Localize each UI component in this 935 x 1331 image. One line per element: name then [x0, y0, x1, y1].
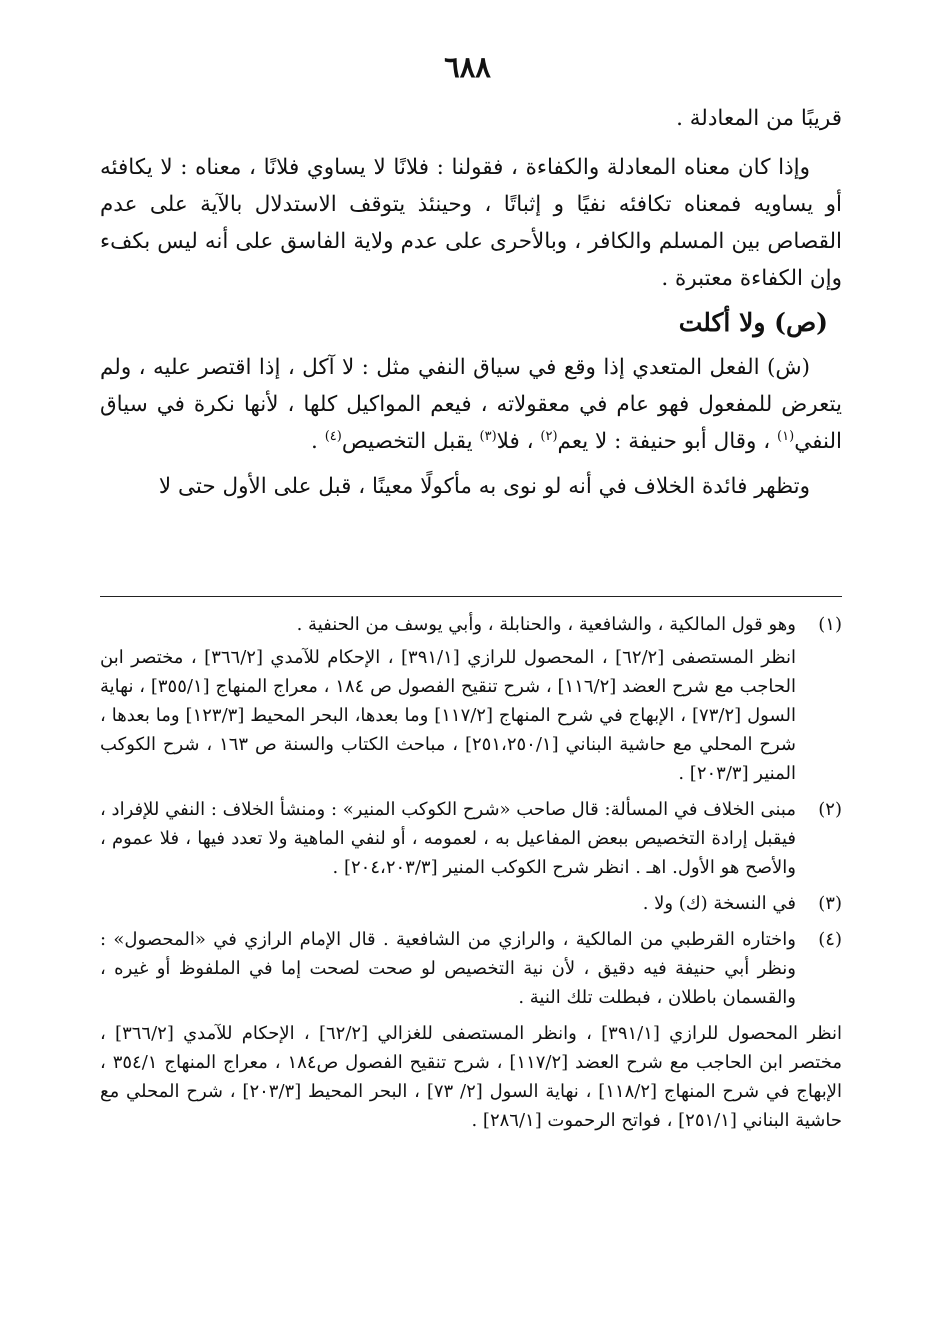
paragraph-3-text-5: . — [311, 429, 318, 454]
footnote-4 — [100, 925, 842, 1012]
footnotes — [100, 610, 842, 1135]
footnote-number: (٣) — [818, 893, 842, 914]
footnote-text: مبنى الخلاف في المسألة: قال صاحب «شرح الكوكب المنير» : ومنشأ الخلاف : النفي للإفراد ، فيقبل إرادة التخصيص ببعض المفاعيل به ، لعمومه ، أو لنفي الماهية ولا تعدد فيها ، فلا عموم ، والأصح هو الأول. اهـ . انظر شرح الكوكب المنير [٢٠٤،٢٠٣/٣] . — [100, 799, 796, 878]
paragraph-3-text-1: (ش) الفعل المتعدي إذا وقع في سياق النفي مثل : لا آكل ، إذا اقتصر عليه ، ولم يتعرض للمفعول فهو عام في معقولاته ، فيعم المواكيل كلها ، لأنها نكرة في سياق النفي — [100, 355, 842, 454]
paragraph-4: وتظهر فائدة الخلاف في أنه لو نوى به مأكولًا معينًا ، قبل على الأول حتى لا — [158, 474, 810, 499]
footnote-body — [100, 889, 796, 918]
footnote-number: (١) — [818, 614, 842, 635]
footnote-ref-3[interactable]: (٣) — [479, 428, 497, 444]
paragraph-2: وإذا كان معناه المعادلة والكفاءة ، فقولنا : فلانًا لا يساوي فلانًا ، معناه : لا يكافئه أو يساويه فمعناه تكافئه نفيًا و إثباتًا ، وحينئذ يتوقف الاستدلال بالآية على عدم القصاص بين المسلم والكافر ، وبالأحرى على عدم ولاية الفاسق على أنه ليس بكفء وإن الكفاءة معتبرة . — [100, 155, 842, 291]
paragraph-3-text-4: يقبل التخصيص — [341, 429, 473, 454]
paragraph-1: قريبًا من المعادلة . — [676, 106, 842, 131]
footnote-text: في النسخة (ك) ولا . — [642, 893, 796, 914]
footnote-4-references: انظر المحصول للرازي [٣٩١/١] ، وانظر المستصفى للغزالي [٦٢/٢] ، الإحكام للآمدي [٣٦٦/٢] ، مختصر ابن الحاجب مع شرح العضد [١١٧/٢] ، شرح تنقيح الفصول ص١٨٤ ، معراج المنهاج ٣٥٤/١ ، الإبهاج في شرح المنهاج [١١٨/٢] ، نهاية السول [٢/ ٧٣] ، البحر المحيط [٢٠٣/٣] ، شرح المحلي مع حاشية البناني [٢٥١/١] ، فواتح الرحموت [٢٨٦/١] . — [100, 1023, 842, 1131]
footnote-divider — [100, 596, 842, 597]
section-heading: (ص) ولا أكلت — [678, 308, 828, 337]
footnote-3 — [100, 889, 842, 918]
footnote-number: (٢) — [818, 799, 842, 820]
footnote-references: انظر المستصفى [٦٢/٢] ، المحصول للرازي [٣٩١/١] ، الإحكام للآمدي [٣٦٦/٢] ، مختصر ابن الحاجب مع شرح العضد [١١٦/٢] ، شرح تنقيح الفصول ص ١٨٤ ، معراج المنهاج [٣٥٥/١] ، نهاية السول [٧٣/٢] ، الإبهاج في شرح المنهاج [١١٧/٢] وما بعدها، البحر المحيط [١٢٣/٣] وما بعدها ، شرح المحلي مع حاشية البناني [٢٥١،٢٥٠/١] ، مباحث الكتاب والسنة ص ١٦٣ ، شرح الكوكب المنير [٢٠٣/٣] . — [100, 647, 796, 784]
paragraph-3-text-3: ، فلا — [496, 429, 534, 454]
footnote-ref-1[interactable]: (١) — [777, 428, 795, 444]
footnote-body — [100, 795, 796, 882]
footnote-ref-4[interactable]: (٤) — [324, 428, 342, 444]
main-text — [100, 100, 842, 505]
page-number: ٦٨٨ — [444, 50, 491, 84]
footnote-body — [100, 610, 796, 788]
paragraph-3-text-2: ، وقال أبو حنيفة : لا يعم — [557, 429, 771, 454]
footnote-ref-2[interactable]: (٢) — [540, 428, 558, 444]
paragraph-3 — [100, 349, 842, 460]
footnote-2 — [100, 795, 842, 882]
footnote-1 — [100, 610, 842, 788]
footnote-body — [100, 925, 796, 1012]
footnote-text: وهو قول المالكية ، والشافعية ، والحنابلة ، وأبي يوسف من الحنفية . — [296, 614, 796, 635]
footnote-number: (٤) — [818, 929, 842, 950]
footnote-text: واختاره القرطبي من المالكية ، والرازي من الشافعية . قال الإمام الرازي في «المحصول» : ونظر أبي حنيفة فيه دقيق ، لأن نية التخصيص لو صحت لصحت إما في الملفوظ أو غيره ، والقسمان باطلان ، فبطلت تلك النية . — [100, 929, 796, 1008]
